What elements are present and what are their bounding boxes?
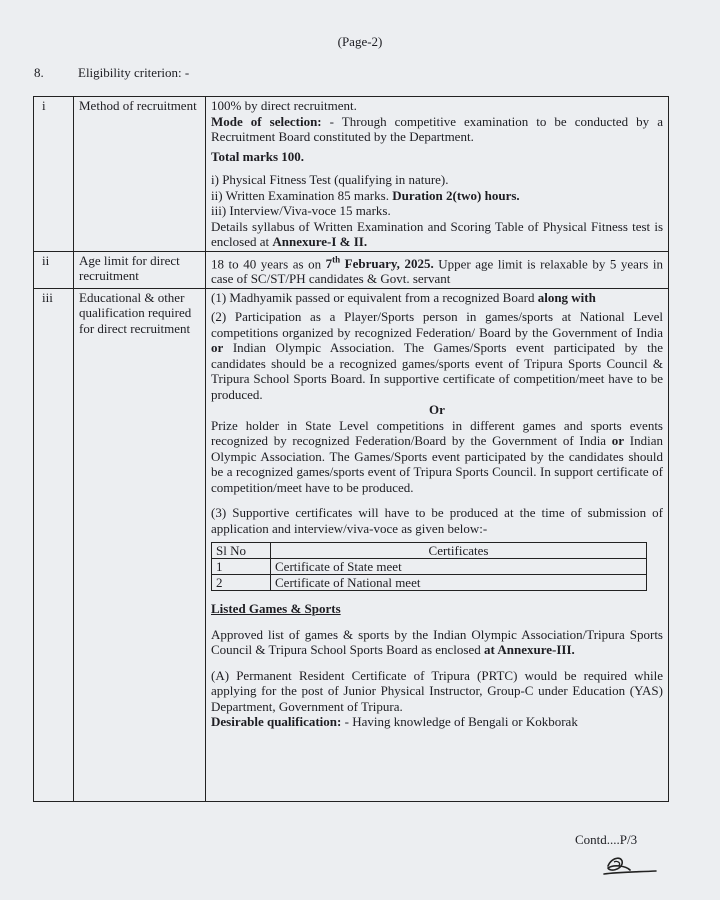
age-range: 18 to 40 years as on: [211, 255, 326, 271]
eligibility-table: [33, 96, 669, 802]
mode-text: - Through competitive examination to be conducted by a Recruitment Board constituted by the Department.: [211, 113, 663, 144]
q2c-text-b: Indian Olympic Association. The Games/Sports event participated by the candidates should be a recognized games/sports event of Tripura Sports Council. In support certificate of competition/meet have to be produced.: [211, 433, 663, 495]
row-label: Method of recruitment: [74, 97, 206, 252]
header-certificates: Certificates: [271, 543, 647, 559]
item-written: [211, 188, 663, 204]
written-text: ii) Written Examination 85 marks.: [211, 187, 389, 203]
table-row: [212, 575, 647, 591]
table-row: [212, 559, 647, 575]
desirable-label: Desirable qualification:: [211, 714, 342, 730]
direct-recruitment-text: 100% by direct recruitment.: [211, 98, 357, 113]
header-sl: Sl No: [212, 543, 271, 559]
desirable-text: - Having knowledge of Bengali or Kokborak: [341, 714, 578, 730]
age-limit-text: [211, 253, 663, 287]
details-syllabus: [211, 219, 663, 250]
cert-name: Certificate of National meet: [271, 575, 647, 591]
total-marks: Total marks 100.: [211, 148, 305, 164]
table-row: [34, 251, 669, 288]
q2-or: or: [211, 340, 224, 356]
page-number: (Page-2): [337, 34, 383, 49]
row-content: [206, 97, 669, 252]
qualification-3: (3) Supportive certificates will have to be produced at the time of submission of application and interview/viva-voce as given below:-: [211, 505, 663, 536]
row-label: Age limit for direct recruitment: [74, 251, 206, 288]
certificates-table: [211, 542, 647, 591]
approved-text: Approved list of games & sports by the Indian Olympic Association/Tripura Sports Council & Tripura School Sports Board as enclosed: [211, 626, 663, 658]
row-content: [206, 251, 669, 288]
row-content: [206, 288, 669, 801]
age-date: [326, 256, 434, 271]
mode-of-selection: [211, 114, 663, 145]
row-number: iii: [34, 288, 74, 801]
q2-text-a: (2) Participation as a Player/Sports person in games/sports at National Level competitions organized by recognized Federation/ Board by the Government of India: [211, 309, 663, 340]
age-relaxation: Upper age limit is relaxable by 5 years in case of SC/ST/PH candidates & Govt. servant: [211, 255, 663, 287]
item-interview: iii) Interview/Viva-voce 15 marks.: [211, 203, 391, 218]
prtc-text: (A) Permanent Resident Certificate of Tripura (PRTC) would be required while applying for the post of Junior Physical Instructor, Group-C under Education (YAS) Department, Government of Tripura.: [211, 667, 663, 714]
row-number: ii: [34, 251, 74, 288]
qualification-2: [211, 309, 663, 402]
continued-note: Contd....P/3: [575, 832, 638, 847]
cert-sl: 1: [212, 559, 271, 575]
table-header-row: [212, 543, 647, 559]
approved-annexure: at Annexure-III.: [484, 642, 575, 658]
age-date-suffix: th: [332, 254, 341, 265]
cert-name: Certificate of State meet: [271, 559, 647, 575]
annexure-ref: Annexure-I & II.: [272, 234, 368, 249]
q2-text-b: Indian Olympic Association. The Games/Sports event participated by the candidates should be a recognized games/sports event of Tripura Sports Council & Tripura School Sports Board. In supportive certificate of competition/meet have to be produced.: [211, 340, 663, 402]
listed-games-title: Listed Games & Sports: [211, 601, 341, 617]
cert-sl: 2: [212, 575, 271, 591]
table-row: [34, 288, 669, 801]
row-label: Educational & other qualification required for direct recruitment: [74, 288, 206, 801]
qualification-2-alt: [211, 418, 663, 496]
q1-text: (1) Madhyamik passed or equivalent from a recognized Board: [211, 289, 538, 305]
row-number: i: [34, 97, 74, 252]
section-title: Eligibility criterion: -: [78, 65, 190, 80]
section-number: 8.: [34, 65, 44, 80]
approved-list-text: [211, 627, 663, 658]
age-date-day: 7: [325, 255, 333, 271]
table-row: [34, 97, 669, 252]
desirable-qualification: [211, 714, 663, 730]
q2c-text-a: Prize holder in State Level competitions in different games and sports events recognized by recognized Federation/Board by the Government of India: [211, 417, 663, 449]
item-pft: i) Physical Fitness Test (qualifying in nature).: [211, 172, 449, 187]
details-text: Details syllabus of Written Examination and Scoring Table of Physical Fitness test is enclosed at: [211, 218, 663, 249]
mode-label: Mode of selection:: [211, 113, 322, 129]
q2c-or: or: [611, 433, 625, 449]
signature-icon: [600, 852, 660, 880]
duration-text: Duration 2(two) hours.: [388, 187, 520, 203]
age-date-rest: February, 2025.: [340, 255, 434, 271]
q1-bold: along with: [537, 289, 596, 305]
section-heading: [34, 65, 189, 81]
qualification-1: [211, 290, 663, 306]
or-separator: Or: [429, 402, 445, 418]
